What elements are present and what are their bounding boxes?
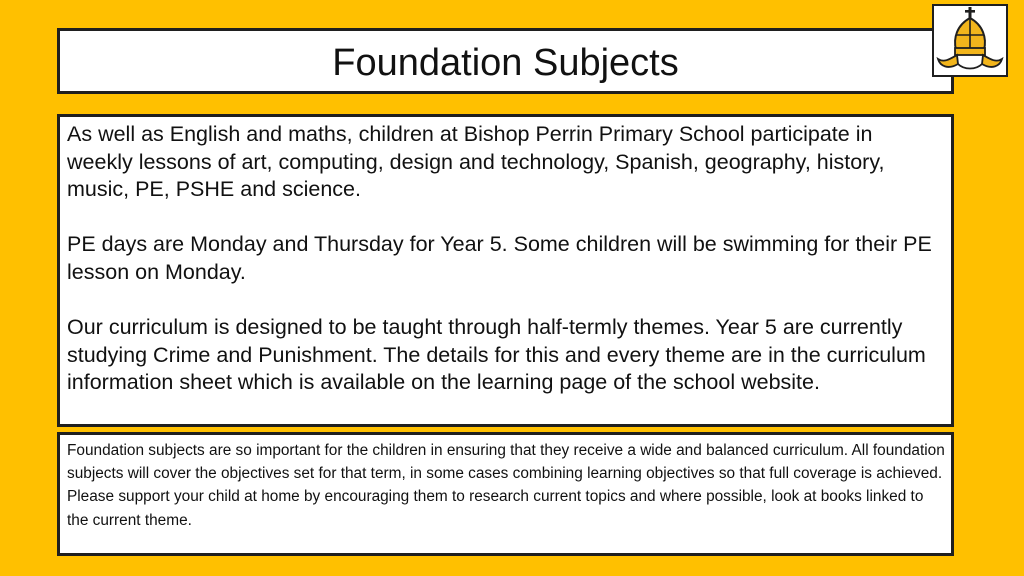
paragraph-curriculum: Our curriculum is designed to be taught through half-termly themes. Year 5 are currently studying Crime and Punishment. The details for this and every theme are in the curriculum information sheet which is available on the learning page of the school website.: [67, 315, 926, 395]
page-title: Foundation Subjects: [332, 42, 679, 84]
bishop-mitre-crest-icon: [932, 4, 1008, 77]
title-box: [57, 28, 954, 94]
paragraph-pe-days: PE days are Monday and Thursday for Year 5. Some children will be swimming for their PE lesson on Monday.: [67, 232, 932, 284]
note-support: Please support your child at home by encouraging them to research current topics and where possible, look at books linked to the current theme.: [67, 488, 924, 529]
main-text-box: [57, 114, 954, 427]
note-box: [57, 432, 954, 556]
note-importance: Foundation subjects are so important for the children in ensuring that they receive a wide and balanced curriculum. All foundation subjects will cover the objectives set for that term, in some cases combining learning objectives so that full coverage is achieved.: [67, 442, 945, 483]
paragraph-subjects: As well as English and maths, children at Bishop Perrin Primary School participate in weekly lessons of art, computing, design and technology, Spanish, geography, history, music, PE, PSHE and science.: [67, 122, 885, 202]
